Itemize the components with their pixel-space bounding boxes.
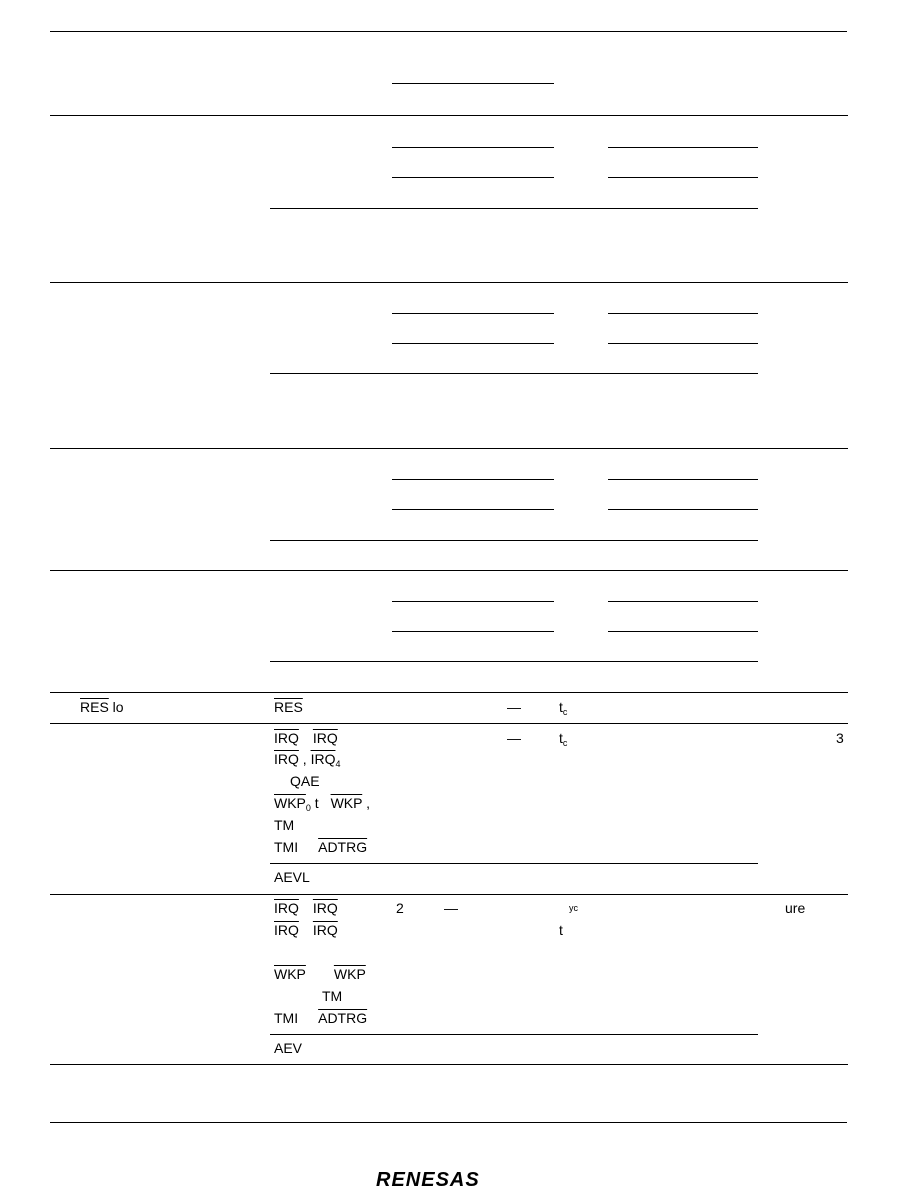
table-rule	[608, 509, 758, 510]
irq-a-l2b: $\overline{IRQ}$	[310, 751, 336, 767]
irq-a-l4mid: t	[310, 795, 323, 811]
irq-b-line4	[274, 966, 366, 982]
irq-b-l4a: $\overline{WKP}$	[274, 966, 306, 982]
irq-b-line2	[274, 922, 338, 938]
irq-a-line2	[274, 751, 340, 772]
irq-b-l6a: TMI	[274, 1010, 299, 1026]
irq-b-dash: —	[444, 900, 458, 916]
irq-b-note: ure	[785, 900, 806, 916]
irq-a-l2sep: ,	[298, 751, 311, 767]
table-rule	[608, 177, 758, 178]
irq-a-line6	[274, 839, 367, 855]
irq-b-unit-sup	[569, 900, 578, 918]
table-rule	[270, 863, 758, 864]
irq-a-l4a: $\overline{WKP}$	[274, 795, 306, 811]
table-rule	[270, 661, 758, 662]
table-rule	[270, 373, 758, 374]
table-rule	[50, 723, 848, 724]
res-label: $\overline{RES}$	[80, 699, 109, 715]
irq-a-l1b: $\overline{IRQ}$	[312, 730, 338, 746]
irq-a-unit-t: t	[559, 730, 563, 746]
irq-a-unit	[559, 730, 567, 751]
renesas-logo: RENESAS	[376, 1169, 480, 1191]
irq-a-l4b: $\overline{WKP}$	[330, 795, 363, 811]
irq-a-l6a: TMI	[274, 839, 299, 855]
table-rule	[392, 479, 554, 480]
footer-rule	[50, 1122, 847, 1123]
irq-a-l1a: $\overline{IRQ}$	[274, 730, 299, 746]
irq-a-l4a-sub: 0	[305, 803, 311, 813]
irq-a-line7: AEVL	[274, 869, 310, 885]
table-rule	[392, 509, 554, 510]
res-dash: —	[507, 699, 521, 715]
irq-a-dash: —	[507, 730, 521, 746]
table-rule	[392, 177, 554, 178]
table-bottom-rule	[50, 1064, 848, 1065]
irq-b-line5: TM	[322, 988, 343, 1004]
table-rule	[608, 313, 758, 314]
irq-b-l2a: $\overline{IRQ}$	[274, 922, 299, 938]
res-label-suffix: lo	[108, 699, 124, 715]
res-unit-t: t	[559, 699, 563, 715]
irq-a-l6b: ADTRG	[318, 839, 368, 855]
irq-a-line3: QAE	[290, 773, 320, 789]
table-rule	[608, 343, 758, 344]
res-row-name	[80, 699, 124, 715]
table-rule	[392, 313, 554, 314]
table-rule	[392, 601, 554, 602]
irq-a-l4end: ,	[362, 795, 370, 811]
table-rule	[608, 147, 758, 148]
irq-a-l2a: $\overline{IRQ}$	[274, 751, 299, 767]
top-rule	[50, 31, 847, 32]
irq-b-unit-t: t	[559, 922, 563, 938]
table-rule	[50, 894, 848, 895]
table-rule	[392, 631, 554, 632]
table-rule	[50, 448, 848, 449]
irq-a-note: 3	[836, 730, 844, 746]
irq-b-l1a: $\overline{IRQ}$	[274, 900, 299, 916]
table-rule	[50, 570, 848, 571]
table-rule	[270, 208, 758, 209]
res-unit-sub: c	[562, 707, 568, 717]
irq-b-l6b: ADTRG	[318, 1010, 368, 1026]
table-rule	[270, 540, 758, 541]
table-rule	[608, 479, 758, 480]
table-rule	[270, 1034, 758, 1035]
table-rule	[50, 692, 848, 693]
irq-b-l4b: $\overline{WKP}$	[333, 966, 366, 982]
table-rule	[50, 115, 848, 116]
irq-a-line5: TM	[274, 817, 295, 833]
irq-a-line1	[274, 730, 338, 746]
irq-b-l2b: $\overline{IRQ}$	[312, 922, 338, 938]
table-rule	[608, 631, 758, 632]
table-rule	[392, 147, 554, 148]
irq-a-l2b-sub: 4	[335, 759, 341, 769]
irq-b-line6	[274, 1010, 367, 1026]
irq-b-line1	[274, 900, 338, 916]
irq-b-unit-sup-text: yc	[569, 903, 578, 913]
table-rule	[392, 343, 554, 344]
irq-b-min: 2	[396, 900, 404, 916]
table-rule	[608, 601, 758, 602]
res-pin: $\overline{RES}$	[274, 699, 303, 715]
irq-b-line7: AEV	[274, 1040, 303, 1056]
table-rule	[392, 83, 554, 84]
res-unit	[559, 699, 567, 720]
irq-a-line4	[274, 795, 370, 816]
irq-b-l1b: $\overline{IRQ}$	[312, 900, 338, 916]
irq-a-unit-sub: c	[562, 738, 568, 748]
table-rule	[50, 282, 848, 283]
